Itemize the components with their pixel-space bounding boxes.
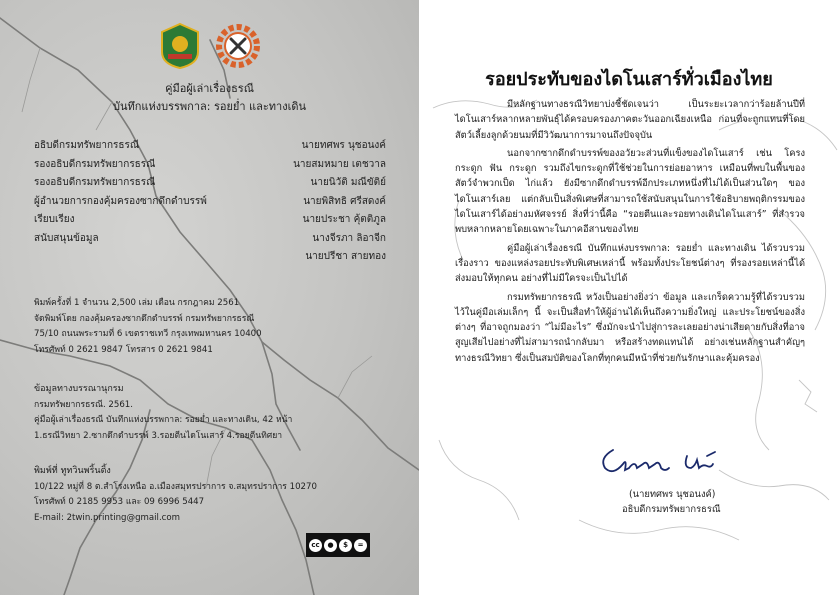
print-info-block xyxy=(34,296,394,358)
credit-row: นายปรีชา สายทอง xyxy=(305,251,386,262)
credit-row: สนับสนุนข้อมูล นางจีรภา ลิอาจีก xyxy=(34,232,386,244)
cc-by-icon: ● xyxy=(324,539,337,552)
printer-email: E-mail: 2twin.printing@gmail.com xyxy=(34,512,181,523)
credit-row: อธิบดีกรมทรัพยากรธรณี นายทศพร นุชอนงค์ xyxy=(34,140,386,151)
cc-icon: cc xyxy=(309,539,322,552)
dmr-emblem-icon xyxy=(158,22,202,70)
fossil-gear-icon xyxy=(216,22,260,70)
signer-title: อธิบดีกรมทรัพยากรธรณี xyxy=(622,504,721,515)
book-title-block xyxy=(0,80,419,116)
print-info-line: โทรศัพท์ 0 2621 9847 โทรสาร 0 2621 9841 xyxy=(34,344,213,355)
page-title: รอยประทับของไดโนเสาร์ทั่วเมืองไทย xyxy=(485,69,773,90)
signer-name: (นายทศพร นุชอนงค์) xyxy=(629,489,716,500)
catalog-line: คู่มือผู้เล่าเรื่องธรณี บันทึกแห่งบรรพกาล: รอยย่ำ และทางเดิน, 42 หน้า xyxy=(34,415,293,425)
left-page xyxy=(0,0,419,595)
book-title-line2: บันทึกแห่งบรรพกาล: รอยย่ำ และทางเดิน xyxy=(113,100,306,113)
printer-header: พิมพ์ที่ ทูทวินพริ้นติ้ง xyxy=(34,466,111,476)
book-title-line1: คู่มือผู้เล่าเรื่องธรณี xyxy=(165,82,254,95)
print-info-line: พิมพ์ครั้งที่ 1 จำนวน 2,500 เล่ม เดือน กรกฎาคม 2561 xyxy=(34,298,240,308)
foreword-paragraph: กรมทรัพยากรธรณี หวังเป็นอย่างยิ่งว่า ข้อมูล และเกร็ดความรู้ที่ได้รวบรวมไว้ในคู่มือเล่มเล็กๆ นี้ จะเป็นสื่อทำให้ผู้อ่านได้เห็นถึงความยิ่งใหญ่ และประโยชน์ของสิ่งต่างๆ ที่อาจถูกมองว่า “ไม่มีอะไร” ซึ่งมักจะนำไปสู่การละเลยอย่างน่าเสียดายกับสิ่งที่อาจสูญเสียไปอย่างที่ไม่สามารถนำกลับมา หรือสร้างทดแทนได้ อย่างเช่นหลักฐานสำคัญๆ ทางธรณีวิทยา ซึ่งเป็นสมบัติของโลกที่ทุกคนมีหน้าที่ช่วยกันรักษาและคุ้มครอง xyxy=(455,291,805,364)
foreword-paragraph: มีหลักฐานทางธรณีวิทยาบ่งชี้ชัดเจนว่า เป็นระยะเวลากว่าร้อยล้านปีที่ไดโนเสาร์หลากหลายพันธุ์ได้ครอบครองภาคตะวันออกเฉียงเหนือ ก่อนที่จะถูกแทนที่โดยสัตว์เลี้ยงลูกด้วยนมที่มีวิวัฒนาการมาจนถึงปัจจุบัน xyxy=(455,99,805,141)
signature-image xyxy=(595,438,745,482)
right-page xyxy=(419,0,839,595)
credits-list xyxy=(34,137,386,267)
printer-line: โทรศัพท์ 0 2185 9953 และ 09 6996 5447 xyxy=(34,497,205,507)
catalog-block xyxy=(34,382,394,444)
cc-nd-icon: = xyxy=(354,539,367,552)
catalog-line: 1.ธรณีวิทยา 2.ซากดึกดำบรรพ์ 3.รอยตีนไดโนเสาร์ 4.รอยตีนทิศยา xyxy=(34,430,283,441)
credit-row: รองอธิบดีกรมทรัพยากรธรณี นายนิวัติ มณีขัติย์ xyxy=(34,177,386,188)
creative-commons-badge xyxy=(306,533,370,557)
logo-group xyxy=(158,22,260,70)
printer-block xyxy=(34,464,394,526)
credit-row: ผู้อำนวยการกองคุ้มครองซากดึกดำบรรพ์ นายพิสิทธิ ศรีสดงค์ xyxy=(34,195,386,207)
foreword-paragraph: นอกจากซากดึกดำบรรพ์ของอวัยวะส่วนที่แข็งของไดโนเสาร์ เช่น โครงกระดูก ฟัน กระดูก รวมถึงไขกระดูกที่ใช้ช่วยในการย่อยอาหาร เหมือนที่พบในพื้นของสัตว์จำพวกเป็ด ไก่แล้ว ยังมีซากดึกดำบรรพ์อีกประเภทหนึ่งที่ไม่ได้เป็นส่วนใดๆ ของไดโนเสาร์เลย แต่กลับเป็นสิ่งพิเศษที่สามารถใช้สนับสนุนในการใช้อธิบายพฤติกรรมของไดโนเสาร์ได้อย่างมหัศจรรย์ สิ่งที่ว่านี้คือ “รอยตีนและรอยทางเดินไดโนเสาร์” ที่สำรวจพบหลากหลายโดยเฉพาะในภาคอีสานของไทย xyxy=(455,147,805,236)
printer-line: 10/122 หมู่ที่ 8 ต.สำโรงเหนือ อ.เมืองสมุทรปราการ จ.สมุทรปราการ 10270 xyxy=(34,481,317,492)
catalog-line: กรมทรัพยากรธรณี. 2561. xyxy=(34,399,134,410)
credit-row: รองอธิบดีกรมทรัพยากรธรณี นายสมหมาย เตชวาล xyxy=(34,158,386,170)
foreword-paragraph: คู่มือผู้เล่าเรื่องธรณี บันทึกแห่งบรรพกาล: รอยย่ำ และทางเดิน ได้รวบรวมเรื่องราว ของแหล่งรอยประทับพิเศษเหล่านี้ พร้อมทั้งประโยชน์ต่างๆ ที่รองรอยเหล่านี้ได้ส่งมอบให้ทุกคน อย่างที่ไม่มีใครจะเป็นไปได้ xyxy=(455,242,805,285)
catalog-header: ข้อมูลทางบรรณานุกรม xyxy=(34,384,124,394)
cc-nc-icon: $ xyxy=(339,539,352,552)
credit-row: เรียบเรียง นายประชา คุ้ตติภูล xyxy=(34,214,386,225)
print-info-line: จัดพิมพ์โดย กองคุ้มครองซากดึกดำบรรพ์ กรมทรัพยากรธรณี xyxy=(34,313,255,324)
foreword-body xyxy=(455,97,805,369)
print-info-line: 75/10 ถนนพระรามที่ 6 เขตราชเทวี กรุงเทพมหานคร 10400 xyxy=(34,329,262,339)
